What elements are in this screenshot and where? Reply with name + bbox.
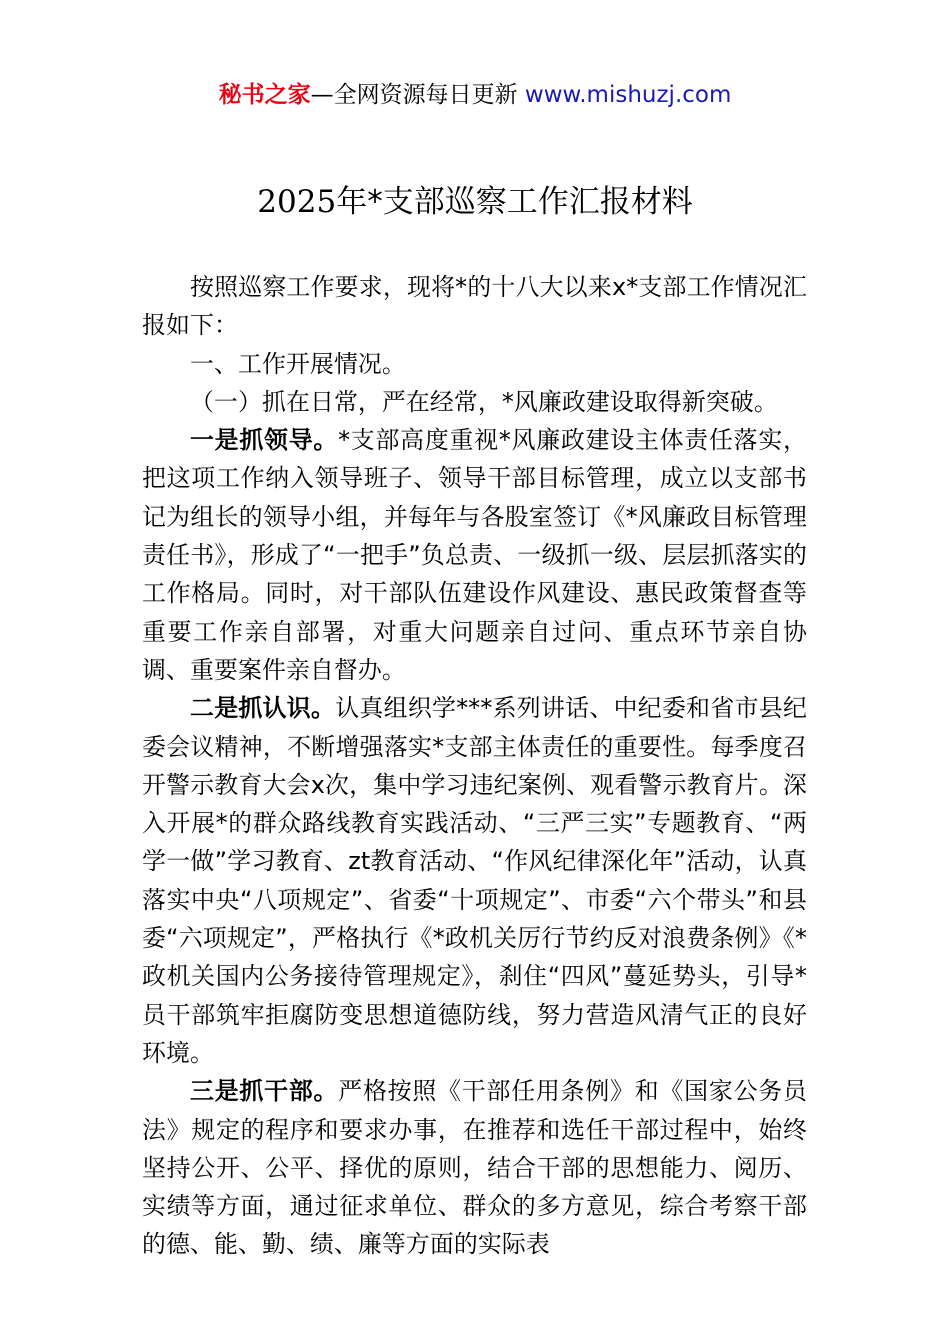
paragraph-leadership bbox=[142, 421, 807, 689]
paragraph-awareness bbox=[142, 689, 807, 1072]
paragraph-lead: 二是抓认识。 bbox=[190, 694, 336, 723]
paragraph-text: 严格按照《干部任用条例》和《国家公务员法》规定的程序和要求办事，在推荐和选任干部过程中，始终坚持公开、公平、择优的原则，结合干部的思想能力、阅历、实绩等方面，通过征求单位、群众的多方意见，综合考察干部的德、能、勤、绩、廉等方面的实际表 bbox=[142, 1077, 807, 1259]
site-url-link[interactable]: www.mishuzj.com bbox=[524, 82, 732, 108]
site-header bbox=[0, 78, 950, 112]
site-brand: 秘书之家 bbox=[218, 82, 311, 108]
site-tagline: —全网资源每日更新 bbox=[310, 82, 525, 108]
paragraph-lead: 三是抓干部。 bbox=[190, 1077, 339, 1106]
document-title bbox=[0, 180, 950, 224]
paragraph-intro: 按照巡察工作要求，现将*的十八大以来x*支部工作情况汇报如下： bbox=[142, 273, 807, 340]
subsection-heading: （一）抓在日常，严在经常，*风廉政建设取得新突破。 bbox=[190, 387, 778, 416]
paragraph-cadres bbox=[142, 1072, 807, 1263]
section-heading: 一、工作开展情况。 bbox=[190, 349, 406, 378]
paragraph-lead: 一是抓领导。 bbox=[190, 426, 339, 455]
document-body bbox=[142, 268, 807, 1264]
title-year: 2025 bbox=[257, 184, 337, 220]
paragraph-text: 认真组织学***系列讲话、中纪委和省市县纪委会议精神，不断增强落实*支部主体责任的重要性。每季度召开警示教育大会x次，集中学习违纪案例、观看警示教育片。深入开展*的群众路线教育实践活动、“三严三实”专题教育、“两学一做”学习教育、zt教育活动、“作风纪律深化年”活动，认真落实中央“八项规定”、省委“十项规定”、市委“六个带头”和县委“六项规定”，严格执行《*政机关厉行节约反对浪费条例》《*政机关国内公务接待管理规定》，刹住“四风”蔓延势头，引导*员干部筑牢拒腐防变思想道德防线，努力营造风清气正的良好环境。 bbox=[142, 694, 807, 1067]
paragraph-text: *支部高度重视*风廉政建设主体责任落实，把这项工作纳入领导班子、领导干部目标管理，成立以支部书记为组长的领导小组，并每年与各股室签订《*风廉政目标管理责任书》，形成了“一把手”负总责、一级抓一级、层层抓落实的工作格局。同时，对干部队伍建设作风建设、惠民政策督查等重要工作亲自部署，对重大问题亲自过问、重点环节亲自协调、重要案件亲自督办。 bbox=[142, 426, 807, 684]
title-text: 年*支部巡察工作汇报材料 bbox=[336, 184, 693, 220]
